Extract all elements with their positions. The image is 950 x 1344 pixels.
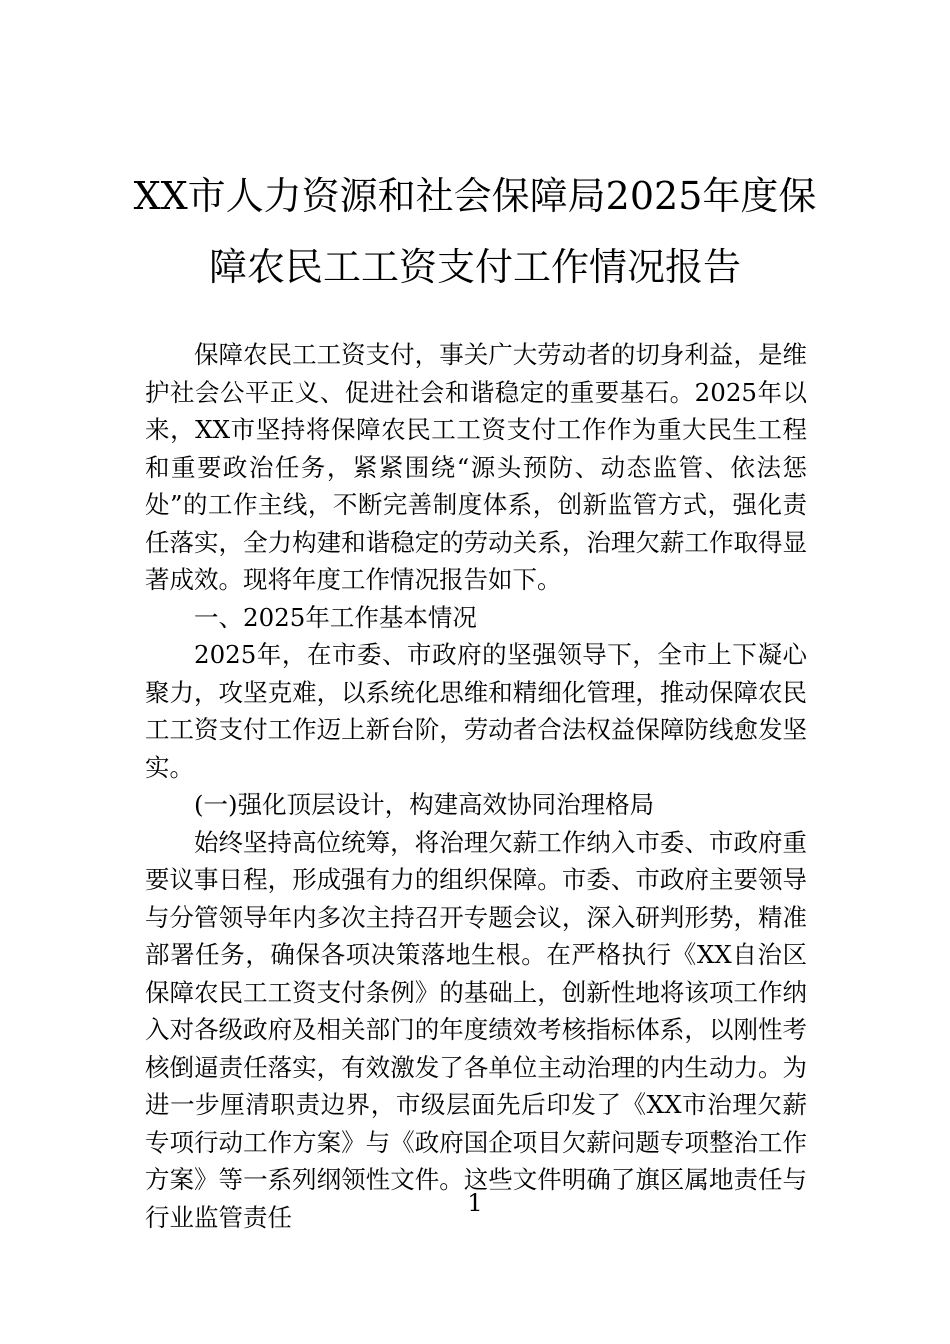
intro-paragraph: 保障农民工工资支付，事关广大劳动者的切身利益，是维护社会公平正义、促进社会和谐稳定的重要基石。2025年以来，XX市坚持将保障农民工工资支付工作作为重大民生工程和重要政治任务，紧紧围绕“源头预防、动态监管、依法惩处”的工作主线，不断完善制度体系，创新监管方式，强化责任落实，全力构建和谐稳定的劳动关系，治理欠薪工作取得显著成效。现将年度工作情况报告如下。: [145, 340, 807, 594]
page-number: 1: [467, 1189, 483, 1217]
document-body: [145, 336, 807, 1236]
document-title-line-1: XX市人力资源和社会保障局2025年度保: [133, 174, 817, 218]
section-heading-1: 一、2025年工作基本情况: [194, 602, 477, 632]
document-title-line-2: 障农民工工资支付工作情况报告: [208, 245, 741, 289]
section-1-paragraph: 2025年，在市委、市政府的坚强领导下，全市上下凝心聚力，攻坚克难，以系统化思维和精细化管理，推动保障农民工工资支付工作迈上新台阶，劳动者合法权益保障防线愈发坚实。: [145, 640, 807, 782]
subsection-1-paragraph: 始终坚持高位统筹，将治理欠薪工作纳入市委、市政府重要议事日程，形成强有力的组织保障。市委、市政府主要领导与分管领导年内多次主持召开专题会议，深入研判形势，精准部署任务，确保各项决策落地生根。在严格执行《XX自治区保障农民工工资支付条例》的基础上，创新性地将该项工作纳入对各级政府及相关部门的年度绩效考核指标体系，以刚性考核倒逼责任落实，有效激发了各单位主动治理的内生动力。为进一步厘清职责边界，市级层面先后印发了《XX市治理欠薪专项行动工作方案》与《政府国企项目欠薪问题专项整治工作方案》等一系列纲领性文件。这些文件明确了旗区属地责任与行业监管责任: [145, 827, 807, 1232]
subsection-heading-1: (一)强化顶层设计，构建高效协同治理格局: [194, 790, 655, 819]
